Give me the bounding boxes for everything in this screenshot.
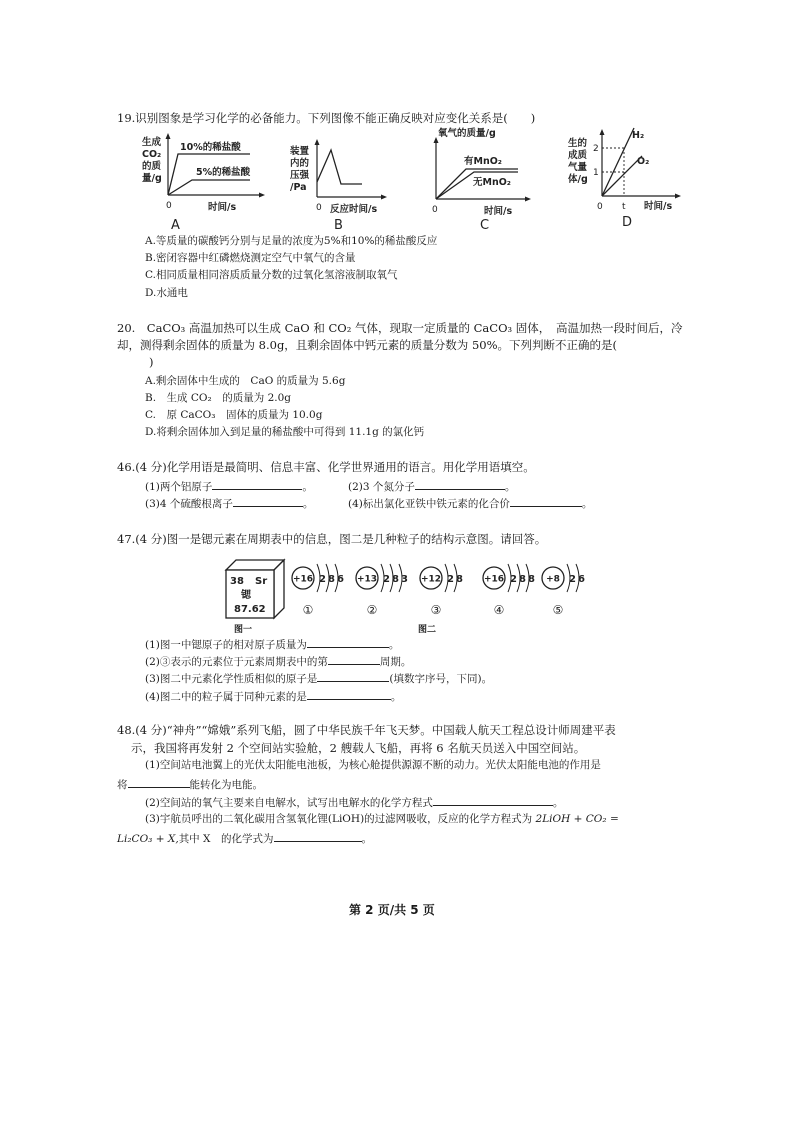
q19-option-a: A.等质量的碳酸钙分别与足量的浓度为5%和10%的稀盐酸反应 xyxy=(145,235,438,247)
q19-option-d: D.水通电 xyxy=(145,287,188,299)
element-name: 锶 xyxy=(241,590,251,601)
graph-d xyxy=(566,124,690,232)
graph-a-label-5pct: 5%的稀盐酸 xyxy=(196,167,251,178)
graph-d-line-o2 xyxy=(602,156,642,196)
q20-option-c: C. 原 CaCO₃ 固体的质量为 10.0g xyxy=(145,409,323,421)
page-footer: 第 2 页/共 5 页 xyxy=(349,903,435,917)
q47-item-2-text: (2)③表示的元素位于元素周期表中的第 xyxy=(145,656,328,668)
q48-item-3-end: 。 xyxy=(361,833,372,845)
particle-nucleus-charge: +16 xyxy=(483,574,505,585)
q48-answer-2-blank[interactable] xyxy=(433,794,553,806)
graph-a-line-5pct xyxy=(168,180,250,195)
graph-c-caption: C xyxy=(480,218,490,233)
graph-a-ylabel-3: 的质 xyxy=(142,161,162,172)
graph-a-ylabel xyxy=(142,136,162,184)
q47-item-4-text: (4)图二中的粒子属于同种元素的是 xyxy=(145,691,307,703)
electron-count: 6 xyxy=(578,574,585,585)
q48-item-3-text: (3)宇航员呼出的二氧化碳用含氢氧化锂(LiOH)的过滤网吸收，反应的化学方程式为 xyxy=(145,813,533,825)
figure-1-label: 图一 xyxy=(234,625,253,635)
graph-b-ylabel-2: 内的 xyxy=(290,158,310,169)
graph-d-ylabel-3: 气量 xyxy=(568,162,588,173)
q46-stem: 46.(4 分)化学用语是最简明、信息丰富、化学世界通用的语言。用化学用语填空。 xyxy=(117,460,535,474)
q47-item-3 xyxy=(145,670,492,686)
q47-item-2 xyxy=(145,653,411,669)
q48-item-3-line1 xyxy=(145,812,619,826)
graph-a-ylabel-1: 生成 xyxy=(142,137,162,148)
graph-d-line-h2 xyxy=(602,128,634,196)
particle-diagrams xyxy=(284,556,584,636)
graph-d-xlabel: 时间/s xyxy=(644,201,673,212)
q19-option-b: B.密闭容器中红磷燃烧测定空气中氧气的含量 xyxy=(145,252,356,264)
electron-count: 2 xyxy=(510,574,517,585)
q20-option-b: B. 生成 CO₂ 的质量为 2.0g xyxy=(145,392,291,404)
particle-diagram-2 xyxy=(356,564,408,617)
particle-nucleus-charge: +13 xyxy=(356,574,378,585)
electron-count: 2 xyxy=(447,574,454,585)
q48-item-3-line2 xyxy=(117,830,372,846)
graph-c-label-with: 有MnO₂ xyxy=(464,156,502,167)
q46-item-4 xyxy=(348,495,592,511)
particle-label: ③ xyxy=(430,603,442,617)
q48-answer-1-blank[interactable] xyxy=(128,776,190,788)
element-number: 38 xyxy=(230,576,244,587)
graph-d-tick-2: 2 xyxy=(593,144,599,154)
q48-equation-part1: 2LiOH + CO₂ = xyxy=(535,813,619,825)
graph-a-xlabel: 时间/s xyxy=(208,202,237,213)
q48-item-2 xyxy=(145,794,563,810)
graph-b xyxy=(288,132,398,232)
q47-answer-2-blank[interactable] xyxy=(328,653,380,665)
q46-item-2-end: 。 xyxy=(504,481,516,493)
q47-item-4-end: 。 xyxy=(390,691,402,703)
q48-item-3-question: 其中 X 的化学式为 xyxy=(178,833,274,845)
graph-d-ylabel-4: 体/g xyxy=(568,174,588,185)
graph-b-xlabel: 反应时间/s xyxy=(330,204,378,215)
q47-item-4 xyxy=(145,688,401,704)
q46-item-1-text: (1)两个铝原子 xyxy=(145,481,213,493)
graph-b-caption: B xyxy=(334,218,343,233)
q46-item-2-text: (2)3 个氮分子 xyxy=(348,481,415,493)
q46-answer-4-blank[interactable] xyxy=(510,495,582,507)
particle-label: ① xyxy=(302,603,314,617)
q48-item-2-text: (2)空间站的氧气主要来自电解水，试写出电解水的化学方程式 xyxy=(145,797,433,809)
particle-label: ⑤ xyxy=(552,603,564,617)
q48-equation-part2: Li₂CO₃ + X, xyxy=(117,833,179,845)
graph-a-label-10pct: 10%的稀盐酸 xyxy=(180,142,241,153)
q46-item-3 xyxy=(145,495,313,511)
q47-item-1 xyxy=(145,636,399,652)
graph-b-ylabel-1: 装置 xyxy=(290,146,310,157)
q47-stem: 47.(4 分)图一是锶元素在周期表中的信息，图二是几种粒子的结构示意图。请回答。 xyxy=(117,532,547,546)
element-symbol: Sr xyxy=(255,576,268,587)
graph-d-label-h2: H₂ xyxy=(632,130,645,141)
particle-nucleus-charge: +8 xyxy=(546,574,560,585)
q19-stem: 19.识别图象是学习化学的必备能力。下列图像不能正确反映对应变化关系是( ) xyxy=(117,111,536,125)
q47-item-3-text: (3)图二中元素化学性质相似的原子是 xyxy=(145,673,318,685)
graph-a-x-arrow xyxy=(259,193,265,198)
q46-answer-3-blank[interactable] xyxy=(233,495,303,507)
graph-a-ylabel-4: 量/g xyxy=(142,173,162,184)
particle-diagram-4 xyxy=(483,564,535,617)
graph-a-caption: A xyxy=(171,218,180,233)
q20-option-a: A.剩余固体中生成的 CaO 的质量为 5.6g xyxy=(145,375,346,387)
q47-item-1-end: 。 xyxy=(388,639,400,651)
q46-item-3-end: 。 xyxy=(302,498,314,510)
graph-a-origin: 0 xyxy=(166,201,172,211)
graph-a-ylabel-2: CO₂ xyxy=(142,149,162,160)
electron-count: 8 xyxy=(456,574,463,585)
graph-d-label-o2: O₂ xyxy=(637,156,650,167)
q46-item-4-end: 。 xyxy=(581,498,593,510)
graph-c-xlabel: 时间/s xyxy=(484,206,513,217)
graph-d-tick-1: 1 xyxy=(593,168,599,178)
electron-count: 2 xyxy=(569,574,576,585)
figure-2-label: 图二 xyxy=(418,625,437,635)
graph-b-ylabel-4: /Pa xyxy=(290,182,307,193)
electron-count: 8 xyxy=(392,574,399,585)
q48-item-1-line1: (1)空间站电池翼上的光伏太阳能电池板，为核心舱提供源源不断的动力。光伏太阳能电池的作用是 xyxy=(145,759,601,771)
graph-a xyxy=(140,132,275,232)
q47-answer-3-blank[interactable] xyxy=(317,670,389,682)
q47-answer-4-blank[interactable] xyxy=(307,688,391,700)
electron-count: 2 xyxy=(319,574,326,585)
electron-count: 2 xyxy=(383,574,390,585)
graph-b-origin: 0 xyxy=(316,203,322,213)
q48-answer-3-blank[interactable] xyxy=(274,830,362,842)
q46-item-4-text: (4)标出氯化亚铁中铁元素的化合价 xyxy=(348,498,510,510)
electron-count: 3 xyxy=(401,574,408,585)
q20-stem-line2: 却，测得剩余固体的质量为 8.0g，且剩余固体中钙元素的质量分数为 50%。下列判断不正确的是( xyxy=(117,338,618,352)
element-mass: 87.62 xyxy=(234,604,266,615)
q20-stem-line3: ) xyxy=(149,355,154,369)
q47-item-1-text: (1)图一中锶原子的相对原子质量为 xyxy=(145,639,307,651)
particle-diagram-5 xyxy=(542,564,585,617)
graph-d-ylabel-1: 生的 xyxy=(568,138,588,149)
q20-stem-line1: 20. CaCO₃ 高温加热可以生成 CaO 和 CO₂ 气体，现取一定质量的 CaCO₃ 固体， 高温加热一段时间后，冷 xyxy=(117,321,683,335)
particle-diagram-1 xyxy=(292,564,344,617)
q46-item-3-text: (3)4 个硫酸根离子 xyxy=(145,498,233,510)
graph-b-ylabel-3: 压强 xyxy=(290,170,310,181)
graph-b-line xyxy=(317,150,362,184)
q47-item-3-end: (填数字序号，下同)。 xyxy=(389,673,493,685)
q46-answer-1-blank[interactable] xyxy=(212,478,302,490)
graph-d-origin: 0 xyxy=(597,202,603,212)
q46-item-2 xyxy=(348,478,515,494)
q46-item-1 xyxy=(145,478,313,494)
q48-item-1-prefix: 将 xyxy=(117,779,128,791)
electron-count: 8 xyxy=(328,574,335,585)
graph-d-ylabel-2: 成质 xyxy=(568,150,588,161)
q48-stem-line1: 48.(4 分)“神舟”“嫦娥”系列飞船，圆了中华民族千年飞天梦。中国载人航天工程总设计师周建平表 xyxy=(117,723,616,737)
particle-nucleus-charge: +16 xyxy=(292,574,314,585)
particle-label: ② xyxy=(366,603,378,617)
electron-count: 8 xyxy=(528,574,535,585)
electron-count: 8 xyxy=(519,574,526,585)
q48-item-1-line2 xyxy=(117,776,263,792)
graph-c-origin: 0 xyxy=(432,205,438,215)
q48-item-1-suffix: 能转化为电能。 xyxy=(189,779,263,791)
electron-count: 6 xyxy=(337,574,344,585)
q48-item-2-end: 。 xyxy=(552,797,564,809)
particle-label: ④ xyxy=(493,603,505,617)
strontium-element-card xyxy=(222,556,288,636)
q48-stem-line2: 示，我国将再发射 2 个空间站实验舱，2 艘载人飞船，再将 6 名航天员送入中国空间站。 xyxy=(131,741,586,755)
graph-c-label-without: 无MnO₂ xyxy=(473,177,511,188)
graph-c xyxy=(428,124,538,232)
q19-option-c: C.相同质量相同溶质质量分数的过氧化氢溶液制取氧气 xyxy=(145,269,398,281)
graph-c-ylabel: 氧气的质量/g xyxy=(438,128,496,139)
q47-answer-1-blank[interactable] xyxy=(307,636,389,648)
graph-a-y-arrow xyxy=(166,133,171,139)
graph-d-caption: D xyxy=(622,215,633,230)
q46-answer-2-blank[interactable] xyxy=(415,478,505,490)
q46-item-1-end: 。 xyxy=(302,481,313,493)
q47-item-2-end: 周期。 xyxy=(379,656,412,668)
particle-nucleus-charge: +12 xyxy=(420,574,442,585)
graph-d-t: t xyxy=(622,202,626,212)
particle-diagram-3 xyxy=(420,564,463,617)
q20-option-d: D.将剩余固体加入到足量的稀盐酸中可得到 11.1g 的氯化钙 xyxy=(145,426,425,438)
